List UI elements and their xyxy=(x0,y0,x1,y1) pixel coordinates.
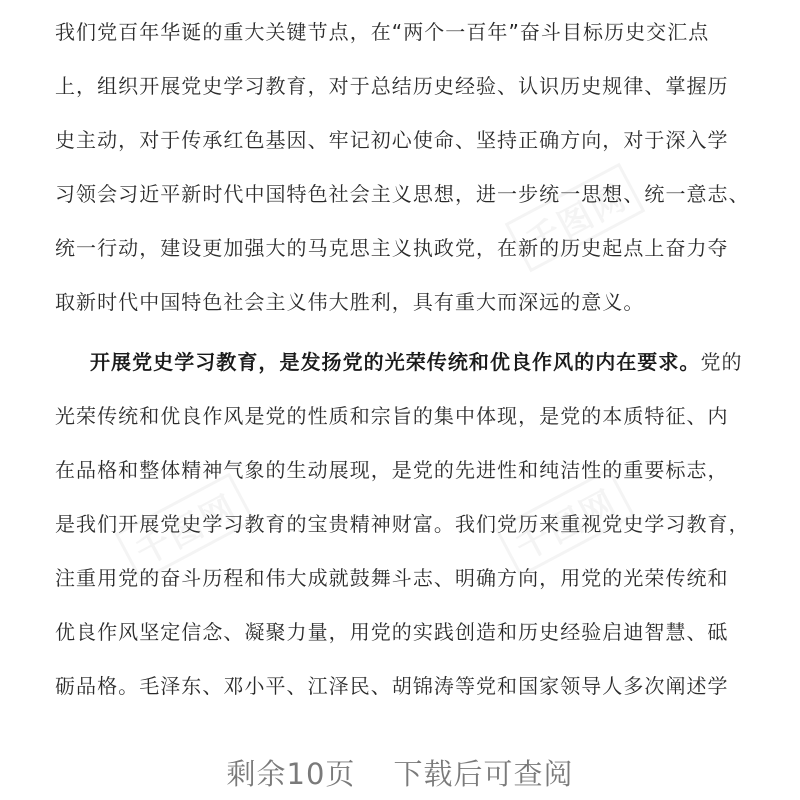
download-prompt[interactable] xyxy=(0,748,800,800)
paragraph-line: 取新时代中国特色社会主义伟大胜利，具有重大而深远的意义。 xyxy=(55,290,645,314)
paragraph-line: 史主动，对于传承红色基因、牢记初心使命、坚持正确方向，对于深入学 xyxy=(55,128,729,152)
watermark-text: 千图网 xyxy=(505,163,646,273)
remaining-pages-label: 剩余10页 xyxy=(226,757,356,791)
paragraph-line: 是我们开展党史学习教育的宝贵精神财富。我们党历来重视党史学习教育， xyxy=(55,512,750,536)
watermark-text: 千图网 xyxy=(495,468,636,578)
paragraph-line: 光荣传统和优良作风是党的性质和宗旨的集中体现，是党的本质特征、内 xyxy=(55,404,729,428)
paragraph-line: 注重用党的奋斗历程和伟大成就鼓舞斗志、明确方向，用党的光荣传统和 xyxy=(55,566,729,590)
watermark-text: 千图网 xyxy=(115,473,256,583)
paragraph-lead-tail: 党的 xyxy=(700,350,743,374)
download-to-view-label: 下载后可查阅 xyxy=(393,757,574,791)
paragraph-line: 我们党百年华诞的重大关键节点，在“两个一百年”奋斗目标历史交汇点 xyxy=(55,20,710,44)
paragraph-line: 砺品格。毛泽东、邓小平、江泽民、胡锦涛等党和国家领导人多次阐述学 xyxy=(55,674,729,698)
paragraph-line: 统一行动，建设更加强大的马克思主义执政党，在新的历史起点上奋力夺 xyxy=(55,236,729,260)
paragraph-bold-lead: 开展党史学习教育，是发扬党的光荣传统和优良作风的内在要求。 xyxy=(90,350,701,374)
paragraph-line: 优良作风坚定信念、凝聚力量，用党的实践创造和历史经验启迪智慧、砥 xyxy=(55,620,729,644)
paragraph-line: 上，组织开展党史学习教育，对于总结历史经验、认识历史规律、掌握历 xyxy=(55,74,729,98)
paragraph-line: 在品格和整体精神气象的生动展现，是党的先进性和纯洁性的重要标志， xyxy=(55,458,729,482)
paragraph-lead-line xyxy=(90,349,755,375)
paragraph-line: 习领会习近平新时代中国特色社会主义思想，进一步统一思想、统一意志、 xyxy=(55,182,750,206)
